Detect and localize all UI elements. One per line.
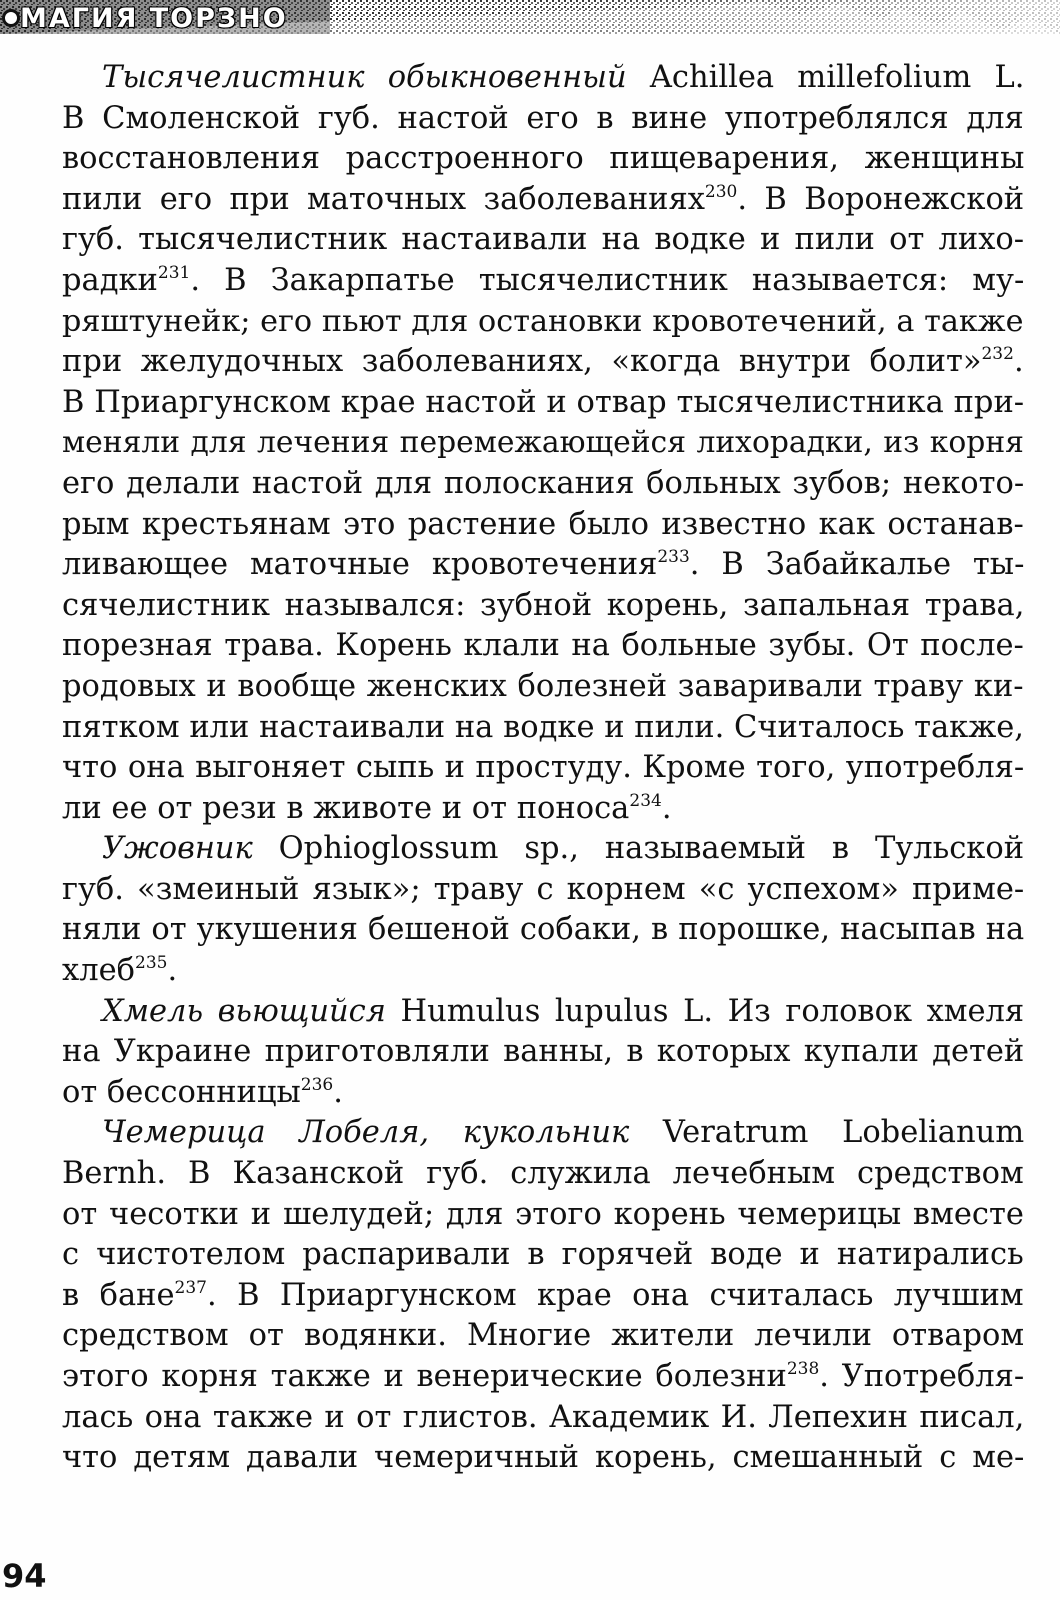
species-name: Ужовник — [102, 831, 253, 867]
running-header — [0, 0, 1060, 40]
text-run: . — [333, 1074, 343, 1110]
text-run: губ. «змеиный язык»; траву с корнем «с успехом» приме- — [62, 871, 1024, 907]
text-line — [62, 870, 1024, 911]
text-run: радки — [62, 262, 158, 298]
text-line — [62, 708, 1024, 749]
text-line — [62, 383, 1024, 424]
text-run: . В Забайкалье ты- — [689, 547, 1024, 583]
text-run: . — [661, 790, 672, 826]
text-line — [62, 951, 1024, 992]
text-line — [62, 1235, 1024, 1276]
text-run: этого корня также и венерические болезни — [62, 1359, 787, 1394]
paragraph — [62, 1113, 1024, 1478]
body-text — [62, 58, 1024, 1479]
text-line — [62, 220, 1024, 261]
text-run: Ophioglossum sp., называемый в Тульской — [252, 831, 1024, 867]
text-line — [62, 1357, 1024, 1398]
text-run: лась она также и от глистов. Академик И. Лепехин писал, — [62, 1399, 1024, 1435]
text-line — [62, 423, 1024, 464]
footnote-ref: 231 — [157, 262, 191, 283]
text-run: средством от водянки. Многие жители лечили отваром — [62, 1318, 1024, 1354]
text-line — [62, 789, 1024, 830]
text-run: что детям давали чемеричный корень, смешанный с ме- — [62, 1440, 1024, 1476]
text-line — [62, 1154, 1024, 1195]
text-line — [62, 342, 1024, 383]
text-line — [62, 992, 1024, 1033]
text-line — [62, 180, 1024, 221]
text-line — [62, 667, 1024, 708]
text-line — [62, 1438, 1024, 1479]
text-line — [62, 139, 1024, 180]
text-run: няли от укушения бешеной собаки, в порошке, насыпав на — [62, 912, 1024, 948]
text-line — [62, 586, 1024, 627]
footnote-ref: 238 — [786, 1359, 820, 1379]
footnote-ref: 235 — [135, 953, 168, 974]
paragraph — [62, 829, 1024, 991]
text-run: на Украине приготовляли ванны, в которых купали детей — [62, 1034, 1024, 1070]
text-line — [62, 910, 1024, 951]
paragraph — [62, 992, 1024, 1114]
text-line — [62, 748, 1024, 789]
text-run: родовых и вообще женских болезней заваривали траву ки- — [62, 668, 1024, 704]
text-run: Veratrum Lobelianum — [629, 1115, 1024, 1151]
text-run: в бане — [62, 1277, 175, 1313]
text-run: . — [167, 953, 178, 989]
footnote-ref: 234 — [629, 790, 662, 811]
text-run: Humulus lupulus L. Из головок хмеля — [385, 993, 1024, 1029]
text-line — [62, 1276, 1024, 1317]
header-bullet-icon — [2, 9, 20, 27]
text-run: . В Воронежской — [737, 181, 1024, 217]
text-run: с чистотелом распаривали в горячей воде и натирались — [62, 1237, 1024, 1273]
text-run: от чесотки и шелудей; для этого корень чемерицы вместе — [62, 1196, 1024, 1232]
text-run: сячелистник назывался: зубной корень, запальная трава, — [62, 587, 1024, 623]
footnote-ref: 232 — [981, 344, 1014, 365]
text-line — [62, 1195, 1024, 1236]
text-run: . — [1013, 344, 1024, 380]
text-run: пятком или настаивали на водке и пили. Считалось также, — [62, 709, 1024, 745]
text-run: меняли для лечения перемежающейся лихорадки, из корня — [62, 425, 1024, 461]
page-number: 94 — [2, 1557, 47, 1595]
text-line — [62, 1113, 1024, 1154]
text-run: при желудочных заболеваниях, «когда внутри болит» — [62, 344, 982, 380]
text-run: ливающее маточные кровотечения — [62, 547, 658, 583]
text-run: пили его при маточных заболеваниях — [62, 181, 705, 217]
footnote-ref: 237 — [174, 1277, 207, 1298]
header-title: МАГИЯ ТОРЗНО — [20, 3, 288, 34]
text-line — [62, 1032, 1024, 1073]
species-name: Чемерица Лобеля, кукольник — [102, 1115, 630, 1151]
text-line — [62, 626, 1024, 667]
text-run: губ. тысячелистник настаивали на водке и пили от лихо- — [62, 222, 1024, 258]
species-name: Хмель вьющийся — [102, 993, 386, 1029]
text-line — [62, 545, 1024, 586]
text-line — [62, 829, 1024, 870]
text-run: его делали настой для полоскания больных зубов; некото- — [62, 465, 1024, 501]
text-run: от бессонницы — [62, 1074, 301, 1110]
text-line — [62, 302, 1024, 343]
footnote-ref: 236 — [300, 1074, 334, 1095]
text-run: ряштунейк; его пьют для остановки кровотечений, а также — [62, 303, 1024, 339]
text-line — [62, 58, 1024, 99]
paragraph — [62, 58, 1024, 829]
text-run: В Смоленской губ. настой его в вине употреблялся для — [62, 100, 1024, 136]
text-line — [62, 1398, 1024, 1439]
text-run: рым крестьянам это растение было известно как останав- — [62, 506, 1024, 542]
text-run: . В Закарпатье тысячелистник называется: му- — [190, 262, 1024, 298]
text-run: порезная трава. Корень клали на больные зубы. От после- — [62, 628, 1024, 664]
text-line — [62, 1073, 1024, 1114]
text-run: что она выгоняет сыпь и простуду. Кроме того, употребля- — [62, 750, 1024, 786]
text-line — [62, 464, 1024, 505]
text-run: В Приаргунском крае настой и отвар тысячелистника при- — [62, 384, 1024, 420]
footnote-ref: 233 — [657, 547, 690, 568]
text-run: восстановления расстроенного пищеварения, женщины — [62, 141, 1024, 177]
text-line — [62, 505, 1024, 546]
footnote-ref: 230 — [704, 181, 738, 202]
text-line — [62, 99, 1024, 140]
text-run: . В Приаргунском крае она считалась лучшим — [206, 1277, 1024, 1313]
text-run: ли ее от рези в животе и от поноса — [62, 790, 630, 826]
species-name: Тысячелистник обыкновенный — [102, 60, 627, 95]
text-run: хлеб — [62, 953, 135, 989]
text-run: Achillea millefolium L. — [626, 60, 1024, 95]
text-line — [62, 1316, 1024, 1357]
text-line — [62, 261, 1024, 302]
text-run: . Употребля- — [819, 1359, 1024, 1394]
text-run: Bernh. В Казанской губ. служила лечебным средством — [62, 1156, 1024, 1192]
